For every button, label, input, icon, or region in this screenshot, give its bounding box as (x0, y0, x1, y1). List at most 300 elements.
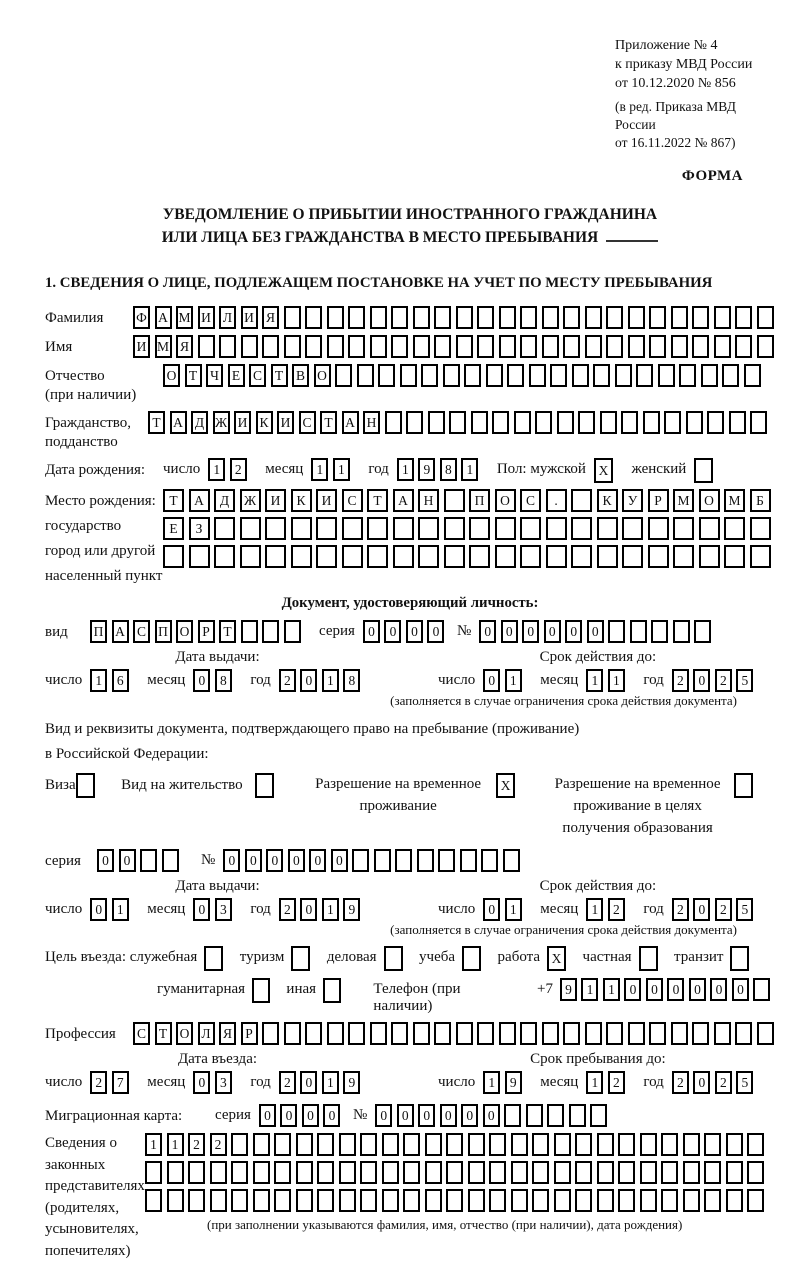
char-cell (456, 1022, 473, 1045)
char-cell: 8 (440, 458, 457, 481)
char-cell: 1 (483, 1071, 500, 1094)
day-label: число (163, 458, 200, 478)
char-cell (683, 1161, 700, 1184)
char-cell: 1 (167, 1133, 184, 1156)
char-cell: И (316, 489, 337, 512)
char-cell (514, 411, 531, 434)
char-cell (464, 364, 481, 387)
permit-issue-title: Дата выдачи: (45, 878, 390, 895)
char-cell (495, 517, 516, 540)
char-cell (492, 411, 509, 434)
char-cell: О (176, 1022, 193, 1045)
year-label: год (250, 1071, 270, 1091)
char-cell: Р (648, 489, 669, 512)
char-cell: С (299, 411, 316, 434)
char-cell: 1 (603, 978, 620, 1001)
char-cell (628, 1022, 645, 1045)
char-cell (162, 849, 179, 872)
char-cell: 9 (505, 1071, 522, 1094)
char-cell (327, 1022, 344, 1045)
char-cell: 2 (715, 669, 732, 692)
birthplace-labels (45, 489, 163, 589)
char-cell: Т (219, 620, 236, 643)
doc-number-label: № (457, 620, 471, 640)
char-cell: 3 (215, 898, 232, 921)
char-cell (421, 364, 438, 387)
char-cell: М (155, 335, 172, 358)
char-cell (400, 364, 417, 387)
appendix-line: Приложение № 4 (615, 36, 775, 55)
char-cell (640, 1189, 657, 1212)
reps-label-line3: представителях (45, 1176, 145, 1198)
profession-row (45, 1022, 775, 1045)
char-cell (683, 1189, 700, 1212)
char-cell (750, 411, 767, 434)
stay-year-cells (672, 1071, 758, 1094)
char-cell (417, 849, 434, 872)
char-cell: Р (241, 1022, 258, 1045)
patronymic-cells (163, 364, 765, 387)
entry-month-cells (193, 1071, 236, 1094)
char-cell (520, 306, 537, 329)
char-cell (339, 1189, 356, 1212)
char-cell (649, 335, 666, 358)
doc-issue-year-cells (279, 669, 365, 692)
char-cell (477, 1022, 494, 1045)
char-cell: 0 (266, 849, 283, 872)
char-cell: 0 (522, 620, 539, 643)
char-cell (391, 1022, 408, 1045)
profession-cells (133, 1022, 778, 1045)
char-cell (284, 335, 301, 358)
char-cell: 2 (230, 458, 247, 481)
char-cell: 0 (397, 1104, 414, 1127)
sex-male-label: Пол: мужской (497, 458, 586, 478)
surname-label: Фамилия (45, 306, 133, 328)
char-cell (520, 1022, 537, 1045)
char-cell (585, 1022, 602, 1045)
char-cell: 0 (280, 1104, 297, 1127)
phone-label: Телефон (при наличии) (373, 978, 512, 1015)
char-cell (327, 335, 344, 358)
phone-prefix: +7 (537, 978, 553, 998)
citizenship-row (45, 411, 775, 452)
char-cell (622, 517, 643, 540)
char-cell: 0 (288, 849, 305, 872)
char-cell (481, 849, 498, 872)
char-cell: 2 (608, 898, 625, 921)
char-cell (563, 1022, 580, 1045)
firstname-cells (133, 335, 778, 358)
char-cell: 0 (363, 620, 380, 643)
patronymic-label (45, 364, 163, 405)
char-cell (600, 411, 617, 434)
char-cell (444, 517, 465, 540)
char-cell: 2 (672, 1071, 689, 1094)
reps-label-line4: (родителях, (45, 1198, 145, 1220)
char-cell (374, 849, 391, 872)
char-cell (692, 335, 709, 358)
char-cell: 0 (689, 978, 706, 1001)
form-title-line2: ИЛИ ЛИЦА БЕЗ ГРАЖДАНСТВА В МЕСТО ПРЕБЫВАНИЯ (162, 229, 598, 246)
char-cell: 1 (586, 669, 603, 692)
doc-valid-year-cells (672, 669, 758, 692)
doc-number-cells (479, 620, 716, 643)
char-cell (575, 1189, 592, 1212)
char-cell: У (622, 489, 643, 512)
char-cell: 0 (97, 849, 114, 872)
visa-label: Виза (45, 773, 76, 795)
char-cell (335, 364, 352, 387)
char-cell (563, 306, 580, 329)
char-cell: К (597, 489, 618, 512)
year-label: год (643, 1071, 663, 1091)
char-cell: Ж (240, 489, 261, 512)
char-cell (757, 1022, 774, 1045)
char-cell: 0 (710, 978, 727, 1001)
char-cell (671, 306, 688, 329)
char-cell (597, 1161, 614, 1184)
char-cell: 0 (406, 620, 423, 643)
char-cell (382, 1189, 399, 1212)
char-cell: 9 (418, 458, 435, 481)
month-label: месяц (540, 898, 578, 918)
char-cell (460, 849, 477, 872)
char-cell (694, 620, 711, 643)
purpose-other-checkbox (323, 978, 341, 1003)
char-cell (542, 335, 559, 358)
char-cell (673, 517, 694, 540)
char-cell: Т (320, 411, 337, 434)
char-cell: А (155, 306, 172, 329)
char-cell (468, 1161, 485, 1184)
char-cell (489, 1133, 506, 1156)
char-cell: О (176, 620, 193, 643)
entry-date-title: Дата въезда: (45, 1051, 390, 1068)
surname-cells (133, 306, 778, 329)
char-cell (262, 335, 279, 358)
permit-series-cells (97, 849, 183, 872)
purpose-tourism-checkbox (291, 946, 310, 971)
char-cell: С (133, 620, 150, 643)
stay-until-title: Срок пребывания до: (438, 1051, 758, 1068)
doc-valid-title: Срок действия до: (438, 649, 758, 666)
char-cell (606, 335, 623, 358)
char-cell (679, 364, 696, 387)
char-cell (640, 1133, 657, 1156)
char-cell (296, 1161, 313, 1184)
birth-day-cells (208, 458, 251, 481)
char-cell: 0 (90, 898, 107, 921)
citizenship-label-line1: Гражданство, (45, 414, 148, 433)
char-cell (274, 1133, 291, 1156)
char-cell: 1 (322, 898, 339, 921)
char-cell: Н (418, 489, 439, 512)
citizenship-cells (148, 411, 772, 434)
char-cell: Н (363, 411, 380, 434)
mig-number-cells (375, 1104, 612, 1127)
char-cell: 0 (483, 898, 500, 921)
char-cell: 0 (587, 620, 604, 643)
char-cell: Ч (206, 364, 223, 387)
city-label-line1: город или другой (45, 539, 163, 564)
profession-label: Профессия (45, 1022, 133, 1044)
city-label-line2: населенный пункт (45, 564, 163, 589)
stay-month-cells (586, 1071, 629, 1094)
char-cell (413, 1022, 430, 1045)
purpose-private-checkbox (639, 946, 658, 971)
char-cell (317, 1161, 334, 1184)
entry-day-cells (90, 1071, 133, 1094)
purpose-study-label: учеба (419, 946, 455, 966)
char-cell: 0 (667, 978, 684, 1001)
char-cell: С (133, 1022, 150, 1045)
revision-line: (в ред. Приказа МВД России (615, 98, 775, 134)
char-cell (735, 1022, 752, 1045)
char-cell (317, 1133, 334, 1156)
char-cell: 5 (736, 669, 753, 692)
representatives-labels (45, 1133, 145, 1262)
char-cell (532, 1161, 549, 1184)
purpose-private-label: частная (583, 946, 632, 966)
char-cell (434, 306, 451, 329)
purpose-transit-label: транзит (674, 946, 723, 966)
char-cell (241, 335, 258, 358)
char-cell (253, 1189, 270, 1212)
temp-permit-label-line1: Разрешение на временное (300, 773, 496, 795)
char-cell (640, 1161, 657, 1184)
char-cell: 2 (715, 898, 732, 921)
char-cell: 9 (343, 1071, 360, 1094)
permit-issue-year-cells (279, 898, 365, 921)
char-cell (477, 306, 494, 329)
permit-issue-month-cells (193, 898, 236, 921)
char-cell: 0 (461, 1104, 478, 1127)
char-cell (664, 411, 681, 434)
char-cell: 2 (279, 669, 296, 692)
char-cell (395, 849, 412, 872)
char-cell (214, 545, 235, 568)
doc-series-label: серия (319, 620, 355, 640)
char-cell: 0 (193, 669, 210, 692)
doc-valid-day-cells (483, 669, 526, 692)
char-cell (446, 1133, 463, 1156)
char-cell (597, 517, 618, 540)
temp-permit-label-line2: проживание (300, 795, 496, 817)
char-cell (305, 306, 322, 329)
char-cell: 2 (210, 1133, 227, 1156)
birthdate-row (45, 458, 775, 483)
char-cell (469, 517, 490, 540)
char-cell: Т (155, 1022, 172, 1045)
purpose-business-checkbox (384, 946, 403, 971)
migration-card-label: Миграционная карта: (45, 1104, 215, 1126)
char-cell: Е (163, 517, 184, 540)
char-cell: П (90, 620, 107, 643)
form-title (45, 203, 775, 249)
char-cell (575, 1161, 592, 1184)
char-cell: 0 (300, 669, 317, 692)
char-cell: А (342, 411, 359, 434)
char-cell (316, 545, 337, 568)
month-label: месяц (540, 669, 578, 689)
char-cell: 5 (736, 1071, 753, 1094)
char-cell: Я (262, 306, 279, 329)
char-cell (140, 849, 157, 872)
char-cell (692, 306, 709, 329)
char-cell: 0 (309, 849, 326, 872)
char-cell: И (277, 411, 294, 434)
reps-label-line6: попечителях) (45, 1241, 145, 1262)
reps-cells-row3 (145, 1189, 775, 1212)
char-cell: 0 (693, 669, 710, 692)
char-cell (231, 1189, 248, 1212)
male-checkbox: X (594, 458, 613, 483)
purpose-other-label: иная (286, 978, 316, 998)
char-cell (316, 517, 337, 540)
char-cell: 2 (715, 1071, 732, 1094)
char-cell (735, 306, 752, 329)
char-cell: 1 (397, 458, 414, 481)
char-cell (370, 306, 387, 329)
char-cell: 0 (479, 620, 496, 643)
char-cell (618, 1161, 635, 1184)
permit-valid-title: Срок действия до: (438, 878, 758, 895)
char-cell (757, 335, 774, 358)
char-cell (726, 1161, 743, 1184)
char-cell (449, 411, 466, 434)
char-cell (651, 620, 668, 643)
char-cell (418, 517, 439, 540)
year-label: год (250, 669, 270, 689)
doc-issue-title: Дата выдачи: (45, 649, 390, 666)
char-cell (198, 335, 215, 358)
stay-doc-paragraph (45, 717, 775, 767)
char-cell: Т (185, 364, 202, 387)
permit-number-label: № (201, 849, 215, 869)
char-cell (210, 1189, 227, 1212)
char-cell: О (699, 489, 720, 512)
char-cell (469, 545, 490, 568)
char-cell: П (469, 489, 490, 512)
char-cell: Р (198, 620, 215, 643)
char-cell (163, 545, 184, 568)
residence-permit-checkbox (255, 773, 274, 798)
char-cell (265, 545, 286, 568)
purpose-row2 (157, 978, 775, 1015)
char-cell (649, 1022, 666, 1045)
mig-number-label: № (353, 1104, 367, 1124)
doc-dates-block (45, 649, 775, 692)
char-cell (726, 1133, 743, 1156)
char-cell: А (170, 411, 187, 434)
birthplace-cells-row3 (163, 545, 775, 568)
char-cell: И (241, 306, 258, 329)
char-cell (393, 545, 414, 568)
char-cell (585, 306, 602, 329)
char-cell (636, 364, 653, 387)
char-cell (673, 620, 690, 643)
char-cell: 0 (259, 1104, 276, 1127)
char-cell (726, 1189, 743, 1212)
char-cell (188, 1161, 205, 1184)
month-label: месяц (147, 669, 185, 689)
char-cell: 0 (300, 1071, 317, 1094)
char-cell: 0 (300, 898, 317, 921)
day-label: число (438, 669, 475, 689)
char-cell (511, 1189, 528, 1212)
char-cell (546, 517, 567, 540)
char-cell (590, 1104, 607, 1127)
char-cell (391, 306, 408, 329)
char-cell: 2 (672, 669, 689, 692)
char-cell (503, 849, 520, 872)
char-cell (219, 335, 236, 358)
birthplace-cells-row2 (163, 517, 775, 540)
char-cell: 2 (608, 1071, 625, 1094)
char-cell (585, 335, 602, 358)
char-cell (724, 545, 745, 568)
char-cell: 0 (483, 1104, 500, 1127)
char-cell: . (546, 489, 567, 512)
char-cell: И (198, 306, 215, 329)
char-cell (367, 517, 388, 540)
reps-label-line2: законных (45, 1155, 145, 1177)
citizenship-label-line2: подданство (45, 433, 148, 452)
doc-series-cells (363, 620, 449, 643)
char-cell (240, 545, 261, 568)
char-cell: М (176, 306, 193, 329)
char-cell (471, 411, 488, 434)
char-cell: А (112, 620, 129, 643)
permit-dates-block (45, 878, 775, 921)
char-cell (167, 1189, 184, 1212)
char-cell (714, 1022, 731, 1045)
char-cell: Д (214, 489, 235, 512)
char-cell: 0 (693, 898, 710, 921)
permit-valid-month-cells (586, 898, 629, 921)
revision-line: от 16.11.2022 № 867) (615, 134, 775, 152)
char-cell: 0 (331, 849, 348, 872)
char-cell: Е (228, 364, 245, 387)
char-cell: И (234, 411, 251, 434)
char-cell (704, 1161, 721, 1184)
char-cell (750, 517, 771, 540)
char-cell (499, 1022, 516, 1045)
temp-edu-label (542, 773, 734, 839)
permit-issue-day-cells (90, 898, 133, 921)
char-cell (578, 411, 595, 434)
char-cell (563, 335, 580, 358)
char-cell: 1 (145, 1133, 162, 1156)
char-cell: 0 (544, 620, 561, 643)
char-cell (699, 545, 720, 568)
char-cell: 1 (322, 1071, 339, 1094)
char-cell (618, 1189, 635, 1212)
entry-year-cells (279, 1071, 365, 1094)
char-cell (511, 1161, 528, 1184)
birthdate-label: Дата рождения: (45, 458, 157, 480)
char-cell: 5 (736, 898, 753, 921)
char-cell (495, 545, 516, 568)
permit-series-label: серия (45, 849, 97, 871)
char-cell: О (163, 364, 180, 387)
char-cell: 8 (215, 669, 232, 692)
char-cell (722, 364, 739, 387)
char-cell (403, 1161, 420, 1184)
char-cell (393, 517, 414, 540)
char-cell: П (155, 620, 172, 643)
